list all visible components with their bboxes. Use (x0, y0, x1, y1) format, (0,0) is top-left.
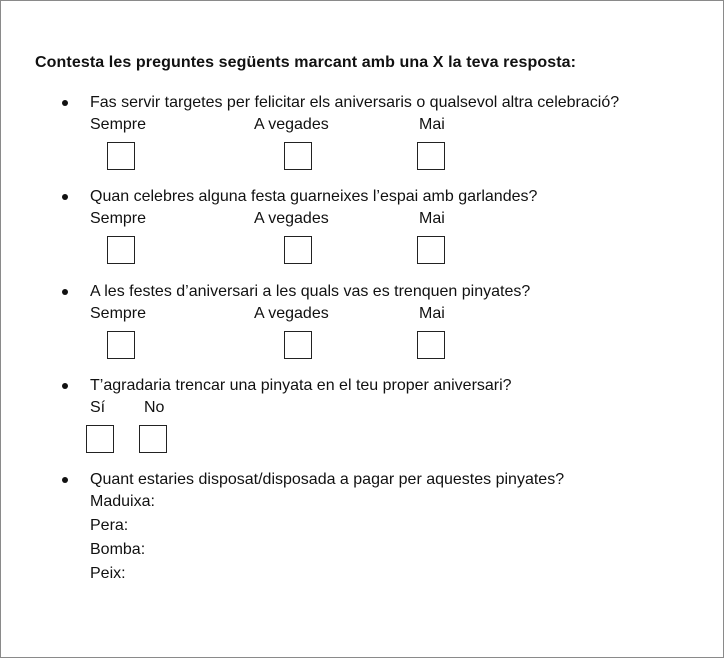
question-5 (62, 471, 702, 589)
price-item-maduixa (62, 493, 702, 517)
price-item-label: Pera: (90, 517, 129, 534)
bullet-icon (62, 194, 68, 200)
option-label-mai: Mai (419, 210, 445, 227)
price-item-label: Maduixa: (90, 493, 155, 510)
option-label-no: No (144, 399, 165, 416)
option-label-sempre: Sempre (90, 305, 147, 322)
checkbox-a-vegades[interactable] (284, 236, 312, 264)
price-item-label: Bomba: (90, 541, 146, 558)
checkbox-a-vegades[interactable] (284, 331, 312, 359)
question-2 (62, 188, 702, 266)
option-label-sempre: Sempre (90, 116, 147, 133)
question-3-text: A les festes d’aniversari a les quals vas es trenquen pinyates? (90, 283, 531, 300)
option-label-mai: Mai (419, 116, 445, 133)
instructions-heading: Contesta les preguntes següents marcant amb una X la teva resposta: (35, 54, 577, 71)
question-1-text: Fas servir targetes per felicitar els aniversaris o qualsevol altra celebració? (90, 94, 620, 111)
question-5-text: Quant estaries disposat/disposada a pagar per aquestes pinyates? (90, 471, 565, 488)
price-item-pera (62, 517, 702, 541)
question-3 (62, 283, 702, 361)
option-label-si: Sí (90, 399, 106, 416)
checkbox-mai[interactable] (417, 236, 445, 264)
checkbox-si[interactable] (86, 425, 114, 453)
checkbox-sempre[interactable] (107, 331, 135, 359)
option-label-a-vegades: A vegades (254, 210, 329, 227)
checkbox-sempre[interactable] (107, 142, 135, 170)
checkbox-sempre[interactable] (107, 236, 135, 264)
question-2-text: Quan celebres alguna festa guarneixes l’espai amb garlandes? (90, 188, 538, 205)
checkbox-a-vegades[interactable] (284, 142, 312, 170)
option-label-mai: Mai (419, 305, 445, 322)
price-item-bomba (62, 541, 702, 565)
bullet-icon (62, 477, 68, 483)
option-label-a-vegades: A vegades (254, 116, 329, 133)
question-1 (62, 94, 702, 172)
question-4-text: T’agradaria trencar una pinyata en el teu proper aniversari? (90, 377, 512, 394)
option-label-a-vegades: A vegades (254, 305, 329, 322)
bullet-icon (62, 100, 68, 106)
bullet-icon (62, 383, 68, 389)
bullet-icon (62, 289, 68, 295)
question-4 (62, 377, 702, 455)
checkbox-mai[interactable] (417, 142, 445, 170)
option-label-sempre: Sempre (90, 210, 147, 227)
price-item-peix (62, 565, 702, 589)
price-item-label: Peix: (90, 565, 126, 582)
checkbox-mai[interactable] (417, 331, 445, 359)
checkbox-no[interactable] (139, 425, 167, 453)
